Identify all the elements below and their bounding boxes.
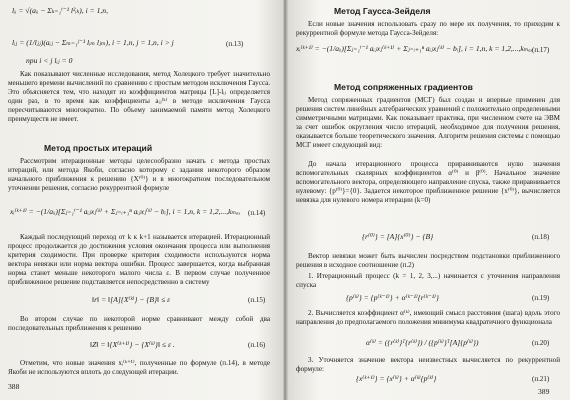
page-number: 388 xyxy=(8,382,20,391)
formula-18: {r⁽⁰⁾} = [A]{x⁽⁰⁾} − {B} xyxy=(362,232,434,241)
section-heading-gauss-seidel: Метод Гаусса-Зейделя xyxy=(334,6,431,16)
equation-number: (п.15) xyxy=(248,296,266,304)
formula-13-line1: lᵢᵢ = √(aᵢᵢ − Σₖ₌₁ⁱ⁻¹ l²ᵢₖ), i = 1,n, xyxy=(12,6,108,15)
equation-number: (п.13) xyxy=(226,40,244,48)
paragraph-gauss-seidel: Если новые значения использовать сразу по мере их получения, то приходим к рекуррентной формуле метода Гаусса-Зейделя: xyxy=(296,20,560,38)
section-heading-conjugate-gradients: Метод сопряженных градиентов xyxy=(334,82,473,92)
section-heading-simple-iterations: Метод простых итераций xyxy=(44,143,153,153)
formula-16: ‖Z‖ = ‖{X⁽ᵏ⁺¹⁾} − {X⁽ᵏ⁾}‖ ≤ ε . xyxy=(90,340,175,349)
right-page xyxy=(286,0,570,400)
equation-number: (п.16) xyxy=(248,341,266,349)
page-number: 389 xyxy=(538,387,550,396)
formula-17: xᵢ⁽ᵏ⁺¹⁾ = −(1/aᵢᵢ)[Σⱼ₌₁ⁱ⁻¹ aᵢⱼxⱼ⁽ᵏ⁺¹⁾ + Σⱼ₌ᵢ₊₁ⁿ aᵢⱼxⱼ⁽ᵏ⁾ − bᵢ], i = 1,n, k = 1,2,...,kₘₐₓ xyxy=(296,44,533,53)
paragraph-second-case: Во втором случае по некоторой норме сравнивают между собой два последовательных приближения к решению xyxy=(8,315,270,333)
equation-number: (п.17) xyxy=(532,46,550,54)
paragraph-jacobi-note: Отметим, что новые значения xᵢ⁽ᵏ⁺¹⁾, полученные по формуле (п.14), в методе Якоби не используются вплоть до следующей итерации. xyxy=(8,359,270,377)
equation-number: (п.21) xyxy=(532,375,550,383)
equation-number: (п.19) xyxy=(532,294,550,302)
formula-19: {p⁽ᵏ⁾} = {p⁽ᵏ⁻¹⁾} + α⁽ᵏ⁻¹⁾{r⁽ᵏ⁻¹⁾} xyxy=(346,293,439,302)
paragraph-cholesky: Как показывают численные исследования, метод Холецкого требует значительно меньшего времени вычислений по сравнению с простым методом исключения Гаусса. Это объясняется тем, что находят из коэффициентов матрицы [L]-lᵢⱼ определяется один раз, в то время как коэффициенты aᵢⱼ⁽ᵏ⁾ в методе исключения Гаусса пересчитываются многократно. По объему занимаемой памяти метод Холецкого преимуществ не имеет. xyxy=(8,70,270,124)
paragraph-cg-intro: Метод сопряженных градиентов (МСГ) был создан и впервые применен для решения систем линейных алгебраических уравнений с положительно определенными симметричными матрицами. Как показывает практика, при численном счете на ЭВМ за счет ошибок округления число итераций, необходимое для получения решения, оказывается больше теоретического значения. Алгоритм решения системы с помощью МСГ имеет следующий вид: xyxy=(296,96,560,150)
paragraph-cg-init: До начала итерационного процесса приравниваются нулю значения вспомогательных скалярных коэффициентов α⁽⁰⁾ и β⁽⁰⁾. Начальное значение вспомогательного вектора, определяющего направление спуска, также приравнивается нулевому: {p⁽⁰⁾}={0}. Задается некоторое приближенное решение {x⁽⁰⁾}, вычисляется невязка для нулевого номера итерации (k=0) xyxy=(296,160,560,205)
paragraph-step-1: 1. Итерационный процесс (k = 1, 2, 3,...) начинается с уточнения направления спуска xyxy=(296,272,560,290)
formula-13-line2: lᵢⱼ = (1/lⱼⱼ)(aᵢⱼ − Σₘ₌₁ʲ⁻¹ lᵢₘ lⱼₘ), i = 1,n, j = 1,n, i > j xyxy=(12,38,174,47)
paragraph-residual: Вектор невязки может быть вычислен посредством подстановки приближенного решения в исходное соотношение (п.2) xyxy=(296,252,560,270)
equation-number: (п.14) xyxy=(248,209,266,217)
paragraph-step-3: 3. Уточняется значение вектора неизвестных вычисляется по рекуррентной формуле: xyxy=(296,356,560,374)
formula-14: xᵢ⁽ᵏ⁺¹⁾ = −(1/aᵢᵢ)[Σⱼ₌₁ⁱ⁻¹ aᵢⱼxⱼ⁽ᵏ⁾ + Σⱼ₌ᵢ₊₁ⁿ aᵢⱼxⱼ⁽ᵏ⁾ − bᵢ], i = 1,n, k = 1,2,...,kₘₐₓ xyxy=(10,207,241,216)
paragraph-step-2: 2. Вычисляется коэффициент α⁽ᵏ⁾, имеющий смысл расстояния (шага) вдоль этого направления до предполагаемого положения минимума квадратичного функционала xyxy=(296,309,560,327)
formula-15: ‖r‖ = ‖[A]{X⁽ᵏ⁾} − {B}‖ ≤ ε xyxy=(92,295,171,304)
paragraph-simple-iterations: Рассмотрим итерационные методы целесообразно начать с метода простых итераций, или метода Якоби, согласно которому с задания некоторого образом начального приближения к решению {X⁽⁰⁾} и в многократном последовательном уточнении решения, согласно рекуррентной формуле xyxy=(8,157,270,193)
equation-number: (п.18) xyxy=(532,233,550,241)
left-page xyxy=(0,0,284,400)
formula-20: α⁽ᵏ⁾ = ({r⁽ᵏ⁾}ᵀ{r⁽ᵏ⁾}) / ({p⁽ᵏ⁾}ᵀ[A]{p⁽ᵏ⁾}) xyxy=(366,338,479,347)
equation-number: (п.20) xyxy=(532,339,550,347)
paragraph-iteration-step: Каждый последующий переход от k к k+1 называется итерацией. Итерационный процесс продолжается до достижения условия окончания процесса или выполнения критерия сходимости. При проверке критерия сходимости используются норма вектора невязки или норма вектора ошибки. Процесс завершается, когда выбранная норма станет меньше некоторого малого числа ε. В первом случае полученное приближенное решение подставляется непосредственно в систему xyxy=(8,233,270,287)
formula-13-line3: при i < j lᵢⱼ = 0 xyxy=(26,56,73,65)
formula-21: {x⁽ᵏ⁺¹⁾} = {x⁽ᵏ⁾} + α⁽ᵏ⁾{p⁽ᵏ⁾} xyxy=(356,374,437,383)
